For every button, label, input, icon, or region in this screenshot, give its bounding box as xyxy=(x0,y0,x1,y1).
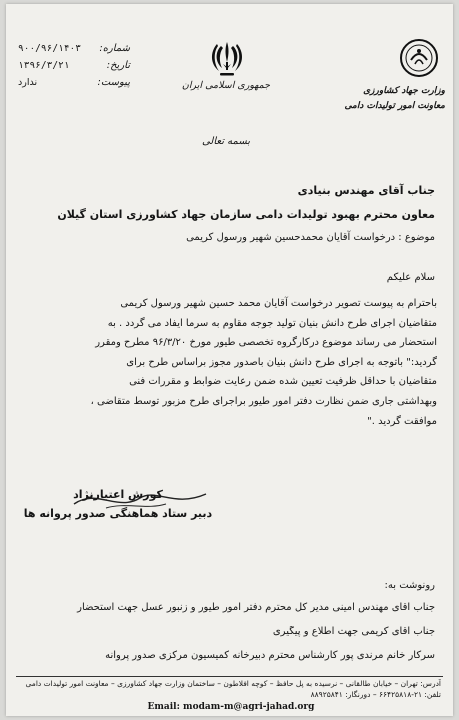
deputy-name: معاونت امور تولیدات دامی xyxy=(344,101,445,111)
republic-title: جمهوری اسلامی ایران xyxy=(181,80,271,91)
meta-date-label: تاریخ: xyxy=(106,60,130,71)
ministry-heading xyxy=(315,84,445,114)
meta-date-row xyxy=(18,57,130,74)
signer-block xyxy=(18,488,218,520)
meta-attachment-label: پیوست: xyxy=(97,77,130,88)
ministry-logo xyxy=(399,38,439,78)
letter-subject: موضوع : درخواست آقایان محمدحسین شهیر ورسول کریمی xyxy=(186,232,435,243)
footer-divider xyxy=(16,676,443,677)
meta-number-row xyxy=(18,40,130,57)
meta-number-value: ۹۰۰/۹۶/۱۴۰۳ xyxy=(18,43,81,54)
body-line: موافقت گردید ." xyxy=(367,415,437,427)
basmala: بسمه تعالی xyxy=(201,136,251,147)
cc-item: سرکار خانم مرندی پور کارشناس محترم دبیرخانه کمیسیون مرکزی صدور پروانه xyxy=(105,650,435,661)
footer-email[interactable] xyxy=(126,702,336,712)
greeting: سلام علیکم xyxy=(386,272,435,283)
footer-address: آدرس: تهران – خیابان طالقانی – نرسیده به پل حافظ – کوچه افلاطون – ساختمان وزارت جهاد کشاورزی – معاونت امور تولیدات دامی xyxy=(25,679,441,688)
addressee-name: جناب آقای مهندس بنیادی xyxy=(297,184,435,197)
body-line: متقاضیان اجرای طرح دانش بنیان تولید جوجه مقاوم به سرما ایفاد می گردد . به xyxy=(107,317,437,329)
letter-body xyxy=(23,294,437,431)
iran-emblem-icon xyxy=(210,40,244,82)
body-line: استحضار می رساند موضوع درکارگروه تخصصی طیور مورخ ۹۶/۳/۲۰ مطرح ومقرر xyxy=(95,337,437,349)
meta-attachment-value: ندارد xyxy=(18,77,38,88)
meta-number-label: شماره: xyxy=(99,43,130,54)
signer-name: کورش اعتبارنژاد xyxy=(73,488,163,501)
ministry-name: وزارت جهاد کشاورزی xyxy=(363,86,445,96)
cc-item: جناب آقای مهندس امینی مدیر کل محترم دفتر امور طیور و زنبور عسل جهت استحضار xyxy=(77,602,435,613)
cc-heading: رونوشت به: xyxy=(384,580,435,591)
body-line: متقاضیان با حداقل ظرفیت تعیین شده ضمن رعایت ضوابط و مقررات فنی xyxy=(129,376,437,388)
meta-attachment-row xyxy=(18,74,130,91)
footer-email-text[interactable]: Email: modam-m@agri-jahad.org xyxy=(147,702,315,712)
signer-title: دبیر ستاد هماهنگی صدور پروانه ها xyxy=(23,507,213,520)
body-line: باحترام به پیوست تصویر درخواست آقایان محمد حسین شهیر ورسول کریمی xyxy=(120,298,437,309)
cc-item: جناب آقای کریمی جهت اطلاع و پیگیری xyxy=(272,626,435,637)
letter-metadata xyxy=(18,40,130,91)
body-line: وبهداشتی جاری ضمن نظارت دفتر امور طیور براجرای طرح مزبور توسط متقاضی ، xyxy=(90,395,437,407)
letter-page xyxy=(6,4,453,716)
body-line: گردید:" باتوجه به اجرای طرح دانش بنیان باصدور مجوز براساس طرح برای xyxy=(126,356,437,368)
footer-phone: تلفن: ۲۱-۶۶۴۲۵۸۱۸ – دورنگار: ۸۸۹۲۵۸۴۱ xyxy=(310,690,441,699)
meta-date-value: ۱۳۹۶/۳/۲۱ xyxy=(18,60,70,71)
addressee-title: معاون محترم بهبود تولیدات دامی سازمان جهاد کشاورزی استان گیلان xyxy=(57,208,435,221)
